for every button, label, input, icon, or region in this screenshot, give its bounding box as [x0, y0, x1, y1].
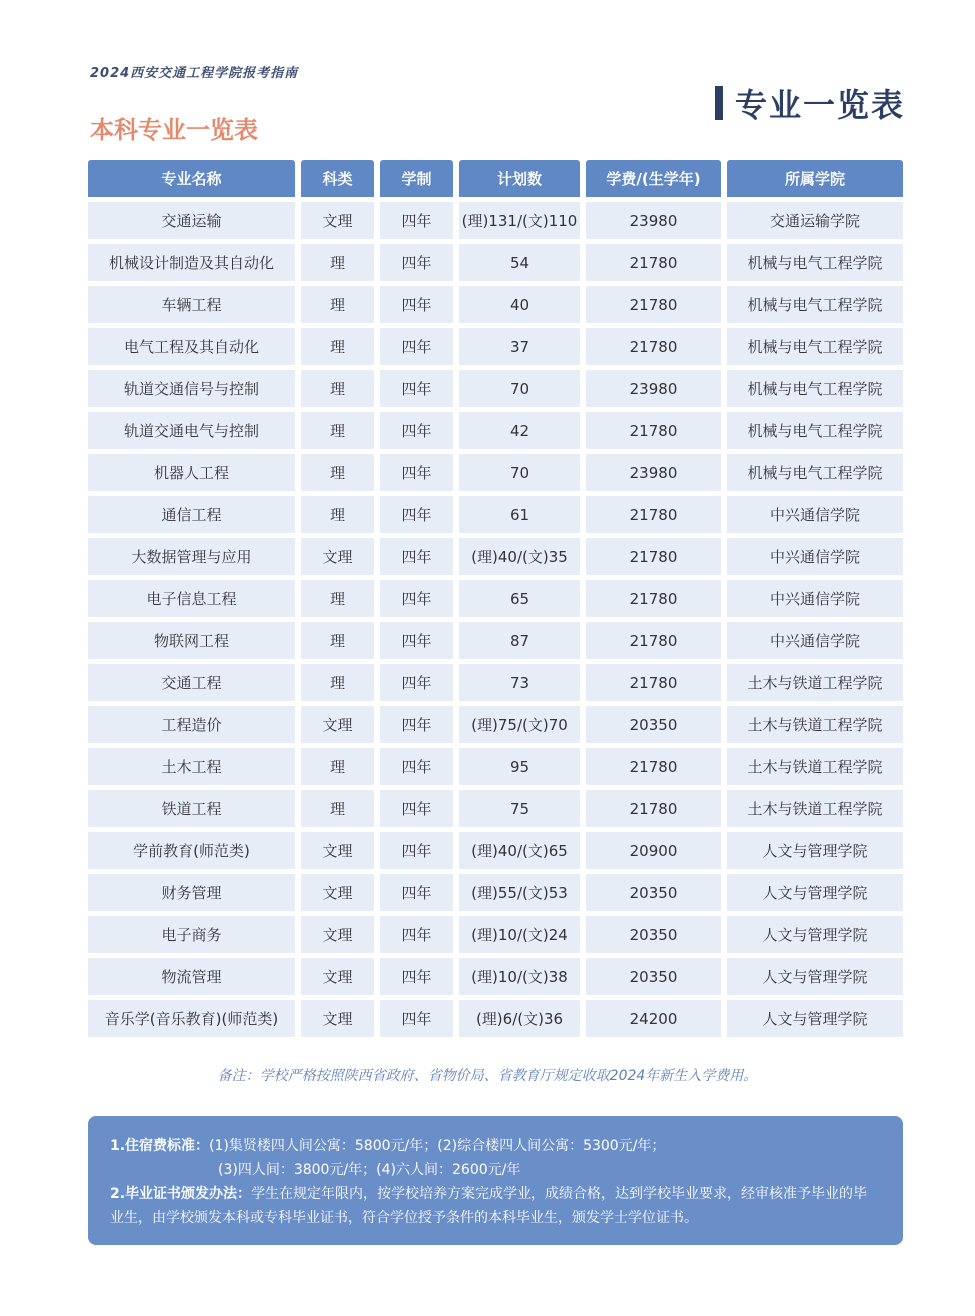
certificate-text: 学生在规定年限内，按学校培养方案完成学业，成绩合格，达到学校毕业要求，经审核准予毕业的毕业生，由学校颁发本科或专科毕业证书，符合学位授予条件的本科毕业生，颁发学士学位证书。: [110, 1186, 868, 1226]
cell-tuition: 21780: [586, 538, 721, 575]
cell-duration: 四年: [380, 244, 453, 281]
cell-plan-count: 70: [459, 454, 580, 491]
table-row: [88, 412, 903, 449]
cell-category: 理: [301, 328, 374, 365]
cell-tuition: 20350: [586, 706, 721, 743]
cell-major-name: 财务管理: [88, 874, 295, 911]
table-row: [88, 202, 903, 239]
cell-duration: 四年: [380, 328, 453, 365]
table-row: [88, 370, 903, 407]
cell-duration: 四年: [380, 454, 453, 491]
cell-plan-count: 61: [459, 496, 580, 533]
cell-tuition: 21780: [586, 622, 721, 659]
cell-category: 文理: [301, 916, 374, 953]
cell-college: 机械与电气工程学院: [727, 370, 903, 407]
cell-category: 文理: [301, 202, 374, 239]
table-row: [88, 916, 903, 953]
cell-duration: 四年: [380, 748, 453, 785]
cell-major-name: 物联网工程: [88, 622, 295, 659]
table-row: [88, 454, 903, 491]
cell-duration: 四年: [380, 202, 453, 239]
cell-category: 理: [301, 748, 374, 785]
cell-category: 文理: [301, 958, 374, 995]
housing-line-1: [110, 1134, 881, 1158]
cell-plan-count: 65: [459, 580, 580, 617]
cell-tuition: 23980: [586, 370, 721, 407]
cell-plan-count: (理)75/(文)70: [459, 706, 580, 743]
section-title: 本科专业一览表: [90, 116, 258, 144]
cell-major-name: 音乐学(音乐教育)(师范类): [88, 1000, 295, 1037]
cell-major-name: 机器人工程: [88, 454, 295, 491]
cell-college: 中兴通信学院: [727, 580, 903, 617]
cell-category: 理: [301, 664, 374, 701]
cell-category: 理: [301, 244, 374, 281]
page-title-text: 专业一览表: [734, 86, 905, 124]
cell-college: 中兴通信学院: [727, 622, 903, 659]
cell-major-name: 大数据管理与应用: [88, 538, 295, 575]
cell-college: 中兴通信学院: [727, 538, 903, 575]
certificate-label: 2.毕业证书颁发办法：: [110, 1186, 252, 1202]
cell-tuition: 23980: [586, 202, 721, 239]
cell-plan-count: 42: [459, 412, 580, 449]
cell-plan-count: (理)6/(文)36: [459, 1000, 580, 1037]
cell-plan-count: 73: [459, 664, 580, 701]
cell-plan-count: 37: [459, 328, 580, 365]
cell-major-name: 交通工程: [88, 664, 295, 701]
cell-category: 理: [301, 286, 374, 323]
cell-category: 理: [301, 454, 374, 491]
cell-duration: 四年: [380, 832, 453, 869]
cell-major-name: 车辆工程: [88, 286, 295, 323]
cell-tuition: 24200: [586, 1000, 721, 1037]
cell-category: 文理: [301, 1000, 374, 1037]
cell-duration: 四年: [380, 496, 453, 533]
cell-duration: 四年: [380, 622, 453, 659]
cell-plan-count: (理)10/(文)38: [459, 958, 580, 995]
table-row: [88, 244, 903, 281]
cell-tuition: 21780: [586, 496, 721, 533]
cell-category: 文理: [301, 874, 374, 911]
cell-category: 理: [301, 580, 374, 617]
cell-plan-count: 54: [459, 244, 580, 281]
cell-college: 土木与铁道工程学院: [727, 790, 903, 827]
cell-major-name: 学前教育(师范类): [88, 832, 295, 869]
table-row: [88, 748, 903, 785]
cell-college: 机械与电气工程学院: [727, 328, 903, 365]
column-header-tuition: 学费/(生学年): [586, 160, 721, 197]
cell-major-name: 轨道交通信号与控制: [88, 370, 295, 407]
cell-plan-count: (理)10/(文)24: [459, 916, 580, 953]
cell-major-name: 铁道工程: [88, 790, 295, 827]
column-header-plan: 计划数: [459, 160, 580, 197]
cell-plan-count: 40: [459, 286, 580, 323]
cell-major-name: 交通运输: [88, 202, 295, 239]
cell-plan-count: 70: [459, 370, 580, 407]
cell-major-name: 电气工程及其自动化: [88, 328, 295, 365]
table-row: [88, 1000, 903, 1037]
cell-category: 理: [301, 622, 374, 659]
cell-major-name: 电子信息工程: [88, 580, 295, 617]
cell-tuition: 20350: [586, 874, 721, 911]
table-row: [88, 790, 903, 827]
cell-duration: 四年: [380, 580, 453, 617]
cell-duration: 四年: [380, 286, 453, 323]
cell-college: 机械与电气工程学院: [727, 286, 903, 323]
table-row: [88, 496, 903, 533]
cell-major-name: 电子商务: [88, 916, 295, 953]
title-bar-decoration: [715, 86, 723, 120]
cell-tuition: 20350: [586, 916, 721, 953]
housing-text-2: (3)四人间：3800元/年；(4)六人间：2600元/年: [218, 1162, 521, 1178]
cell-college: 土木与铁道工程学院: [727, 664, 903, 701]
cell-college: 人文与管理学院: [727, 832, 903, 869]
table-body: [88, 202, 903, 1037]
housing-text-1: (1)集贤楼四人间公寓：5800元/年；(2)综合楼四人间公寓：5300元/年；: [209, 1138, 666, 1154]
cell-duration: 四年: [380, 706, 453, 743]
cell-plan-count: (理)40/(文)35: [459, 538, 580, 575]
cell-major-name: 物流管理: [88, 958, 295, 995]
cell-category: 理: [301, 496, 374, 533]
table-row: [88, 664, 903, 701]
column-header-duration: 学制: [380, 160, 453, 197]
table-row: [88, 538, 903, 575]
cell-plan-count: (理)40/(文)65: [459, 832, 580, 869]
cell-college: 机械与电气工程学院: [727, 244, 903, 281]
cell-duration: 四年: [380, 370, 453, 407]
cell-duration: 四年: [380, 916, 453, 953]
cell-tuition: 21780: [586, 244, 721, 281]
cell-duration: 四年: [380, 538, 453, 575]
cell-category: 文理: [301, 706, 374, 743]
cell-tuition: 20350: [586, 958, 721, 995]
page-title: [715, 80, 905, 126]
table-row: [88, 832, 903, 869]
certificate-paragraph: [110, 1182, 881, 1230]
table-row: [88, 874, 903, 911]
cell-major-name: 轨道交通电气与控制: [88, 412, 295, 449]
cell-tuition: 21780: [586, 664, 721, 701]
major-table: [88, 160, 903, 1042]
table-row: [88, 706, 903, 743]
table-header-row: [88, 160, 903, 197]
cell-tuition: 23980: [586, 454, 721, 491]
cell-college: 机械与电气工程学院: [727, 412, 903, 449]
cell-tuition: 21780: [586, 328, 721, 365]
cell-major-name: 工程造价: [88, 706, 295, 743]
cell-category: 文理: [301, 538, 374, 575]
cell-plan-count: (理)131/(文)110: [459, 202, 580, 239]
cell-major-name: 通信工程: [88, 496, 295, 533]
cell-duration: 四年: [380, 874, 453, 911]
cell-plan-count: 75: [459, 790, 580, 827]
guide-title: 2024西安交通工程学院报考指南: [90, 66, 299, 81]
cell-tuition: 21780: [586, 412, 721, 449]
cell-duration: 四年: [380, 958, 453, 995]
cell-college: 土木与铁道工程学院: [727, 748, 903, 785]
cell-tuition: 21780: [586, 286, 721, 323]
housing-label: 1.住宿费标准：: [110, 1138, 210, 1154]
table-row: [88, 328, 903, 365]
cell-category: 理: [301, 370, 374, 407]
cell-category: 理: [301, 412, 374, 449]
table-row: [88, 286, 903, 323]
cell-tuition: 21780: [586, 790, 721, 827]
cell-college: 中兴通信学院: [727, 496, 903, 533]
cell-tuition: 20900: [586, 832, 721, 869]
cell-college: 机械与电气工程学院: [727, 454, 903, 491]
cell-tuition: 21780: [586, 748, 721, 785]
cell-tuition: 21780: [586, 580, 721, 617]
cell-duration: 四年: [380, 1000, 453, 1037]
cell-plan-count: 95: [459, 748, 580, 785]
cell-plan-count: 87: [459, 622, 580, 659]
table-row: [88, 580, 903, 617]
cell-duration: 四年: [380, 412, 453, 449]
cell-college: 土木与铁道工程学院: [727, 706, 903, 743]
table-row: [88, 622, 903, 659]
cell-college: 人文与管理学院: [727, 958, 903, 995]
column-header-major: 专业名称: [88, 160, 295, 197]
cell-college: 人文与管理学院: [727, 874, 903, 911]
cell-major-name: 机械设计制造及其自动化: [88, 244, 295, 281]
cell-major-name: 土木工程: [88, 748, 295, 785]
column-header-category: 科类: [301, 160, 374, 197]
cell-category: 文理: [301, 832, 374, 869]
table-row: [88, 958, 903, 995]
cell-duration: 四年: [380, 664, 453, 701]
cell-plan-count: (理)55/(文)53: [459, 874, 580, 911]
column-header-college: 所属学院: [727, 160, 903, 197]
cell-college: 交通运输学院: [727, 202, 903, 239]
info-box: [88, 1116, 903, 1245]
cell-category: 理: [301, 790, 374, 827]
cell-college: 人文与管理学院: [727, 916, 903, 953]
cell-duration: 四年: [380, 790, 453, 827]
footnote: 备注：学校严格按照陕西省政府、省物价局、省教育厅规定收取2024年新生入学费用。: [217, 1068, 758, 1084]
cell-college: 人文与管理学院: [727, 1000, 903, 1037]
